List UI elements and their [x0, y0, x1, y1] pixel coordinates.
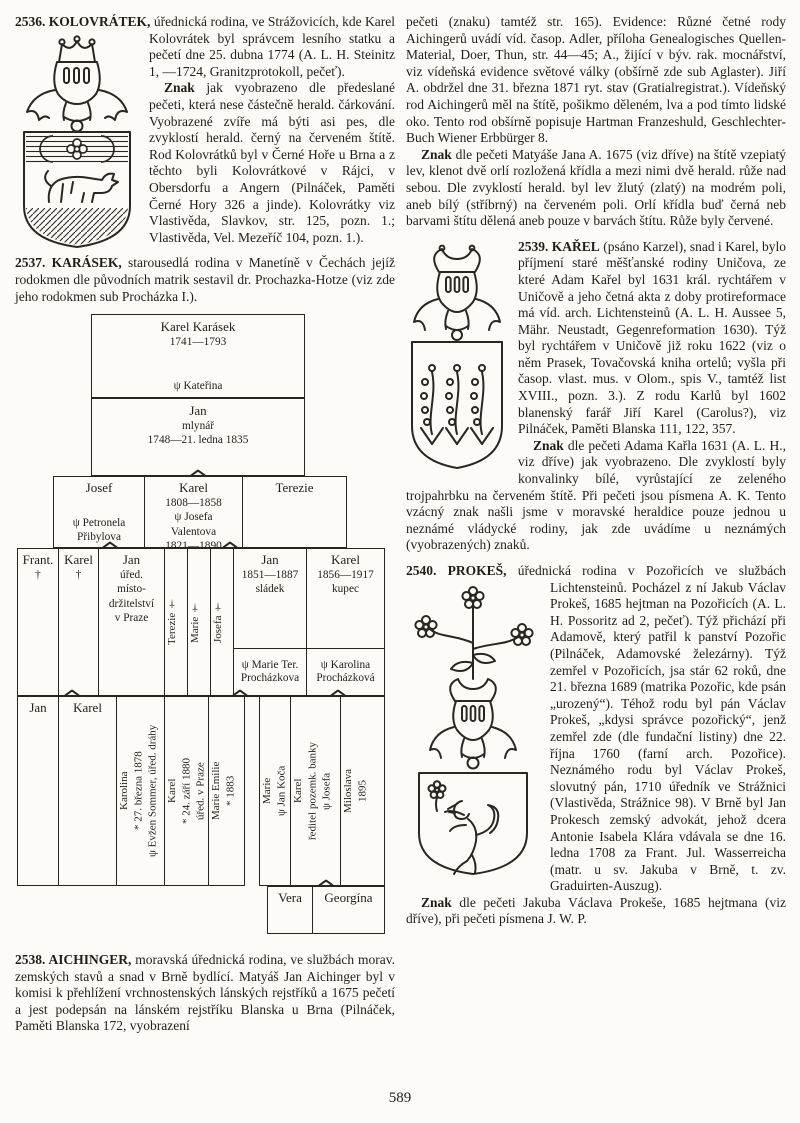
person-occupation: úřed. — [120, 569, 143, 582]
entry-2540-prokes — [406, 563, 786, 928]
tree-gen2-jan — [91, 398, 305, 476]
person-dates: * 1883 — [224, 775, 237, 807]
tree-cell-karel-1880 — [165, 696, 209, 886]
person-spouse: ψ Evžen Sommer, úřed. dráhy — [146, 724, 159, 858]
person-dates: 1808—1858 — [165, 497, 222, 510]
entry-2538-text: moravská úřednická rodina, ve službách morav. zemských stavů a snad v Brně bydlící. Matyáš Jan Aichinger byl v komisi k přehlížení vrchnostenských lánských rejstříků a 1675 pečetí a jest podepsán na lánském rejstříku Blanska u Brna (Pilnáček, Paměti Blanska 172, vyobrazení — [15, 952, 396, 1034]
person-spouse: ψ Kateřina — [173, 379, 223, 392]
entry-2537-karasek — [15, 255, 395, 305]
tree-cell-josefa-died — [211, 548, 234, 696]
shield-rosette — [429, 781, 446, 811]
person-name: Marie Emilie — [210, 761, 222, 821]
entry-2538-aichinger — [15, 952, 395, 1035]
tree-cell-terezie — [243, 476, 347, 548]
tree-cell-karolina — [117, 696, 165, 886]
person-spouse: ψ Petronela — [72, 516, 126, 529]
person-spouse: ψ Karolina — [320, 658, 371, 671]
person-name: Jan — [261, 552, 279, 568]
entry-2536-heading: 2536. KOLOVRÁTEK, — [15, 14, 151, 29]
person-name: Terezie † — [166, 598, 178, 646]
person-spouse: ψ Marie Ter. — [241, 658, 299, 671]
entry-2539-karel — [406, 239, 786, 554]
entry-2539-intro-start: (psáno Karzel), snad i Karel, bylo — [599, 238, 787, 254]
person-name: Jan — [29, 700, 47, 716]
entry-2540-intro-start: úřednická rodina v Pozořicích ve — [506, 563, 728, 578]
person-occupation: sládek — [255, 583, 285, 596]
tree-gen4-row — [17, 548, 385, 696]
entry-2538-continuation — [406, 14, 786, 230]
entry-2537-heading: 2537. KARÁSEK, — [15, 255, 122, 271]
tree-gen6-row — [267, 886, 385, 934]
person-dates: 1856—1917 — [317, 569, 374, 582]
person-name: Karel — [64, 552, 93, 568]
rosette-right — [511, 624, 532, 645]
lineage-caret — [103, 541, 117, 549]
entry-2537-text: starousedlá rodina v Manetíně v Čechách jejíž rodokmen dle původních matrik sestavil dr. Prochazka-Hotze (viz zde jeho rodokmen sub Procházka I.). — [15, 255, 395, 304]
person-spouse: Valentova — [170, 525, 217, 538]
person-dates: 1851—1887 — [241, 569, 299, 582]
person-name: Karel — [292, 778, 304, 804]
person-dates: * 24. září 1880 — [180, 758, 193, 825]
prokes-coat-of-arms-illustration — [406, 583, 540, 879]
person-occupation: v Praze — [114, 611, 149, 624]
tree-cell-karel-1808 — [145, 476, 243, 552]
tree-cell-josef — [53, 476, 145, 548]
left-column — [15, 14, 395, 1044]
person-occupation: místo- — [117, 583, 146, 596]
person-name: Frant. — [22, 552, 54, 568]
person-occupation: mlynář — [182, 420, 214, 433]
tree-gen5-row — [17, 696, 385, 886]
page-number: 589 — [388, 1090, 412, 1106]
lineage-caret — [331, 689, 345, 697]
entry-2538-cont-text: pečeti (znaku) tamtéž str. 165). Evidence: Různé četné rody Aichingerů uvádí víd. časop. Adler, příloha Genealogisches Quellen-Material, Doer, Thun, str. 44—45; A., žijící v býv. rak. mocnářství, viz vídeňská evidence světové války (obšírně zde sub Aglaster). Jiří A. obdržel dne 31. března 1871 ryt. stav (Gratialregistrat.). Vídeňský rod Aichingerů měl na štítě, pošikmo děleném, lva a pod tímto lidské oko. Tento rod obšírně popisuje Hartman Franzeshuld, Geschlechter-Buch Wiener Erbbürger 8. — [406, 14, 786, 146]
person-dates: 1741—1793 — [169, 336, 227, 349]
entry-2536-intro-rest: kde Karel Kolovrátek byl správcem lesního statku a pečetí dne 25. dubna 1774 (A. L. H. Steinitz 1, —1724, Granitzprotokoll, pečeť). — [149, 14, 395, 79]
person-spouse: ψ Josefa — [174, 511, 213, 524]
person-dates: 1748—21. ledna 1835 — [147, 434, 249, 447]
tree-cell-karel-g5 — [59, 696, 117, 886]
person-name: Jan — [122, 552, 141, 568]
person-spouse: Procházková — [316, 672, 375, 685]
rampant-lion — [445, 801, 498, 874]
died-mark: † — [35, 569, 41, 582]
person-occupation: úřed. v Praze — [194, 762, 207, 820]
entry-2540-heading: 2540. PROKEŠ, — [406, 563, 507, 578]
died-mark: † — [75, 569, 82, 582]
entry-2536-kolovratek — [15, 14, 395, 246]
tree-cell-karel-died — [59, 548, 99, 696]
person-name: Miloslava — [342, 769, 354, 814]
entry-2538-heading: 2538. AICHINGER, — [15, 952, 132, 968]
tree-cell-karel-reditel — [291, 696, 341, 886]
entry-2540-znak-text: dle pečeti Jakuba Václava Prokeše, 1685 hejtmana (viz dříve), při pečeti písmena J. W. P. — [406, 894, 786, 927]
person-occupation: držitelství — [108, 597, 155, 610]
tree-cell-frant — [17, 548, 59, 696]
person-name: Terezie — [275, 480, 314, 496]
tree-cell-terezie-died — [165, 548, 188, 696]
kolovratek-coat-of-arms-illustration — [15, 34, 139, 250]
tree-gen1-karel-karasek — [91, 314, 305, 398]
right-column — [406, 14, 786, 937]
znak-label: Znak — [421, 146, 452, 162]
person-name: Karolina — [118, 771, 130, 811]
person-spouse: Procházkova — [240, 672, 300, 685]
tree-cell-jan-sladek — [234, 548, 307, 696]
person-name: Marie — [261, 777, 273, 805]
lineage-caret — [233, 689, 247, 697]
tree-cell-karel-kupec — [307, 548, 385, 696]
tree-cell-georgina — [313, 886, 385, 934]
znak-label: Znak — [421, 894, 452, 910]
tree-gen3-row — [53, 476, 347, 552]
entry-2538-znak-paragraph — [406, 147, 786, 230]
person-spouse: ψ Jan Koča — [275, 765, 288, 817]
person-occupation: ředitel pozemk. banky — [306, 742, 319, 841]
rosette-top — [462, 587, 483, 608]
person-name: Karel — [331, 552, 360, 568]
tree-cell-marie-died — [188, 548, 211, 696]
lineage-caret — [223, 541, 237, 549]
tree-cell-vera — [267, 886, 313, 934]
karel-coat-of-arms-illustration — [406, 242, 508, 474]
person-name: Karel — [73, 700, 102, 716]
tree-gap — [245, 696, 259, 886]
tree-cell-miloslava — [341, 696, 385, 886]
entry-2538-znak-text: dle pečeti Matyáše Jana A. 1675 (viz dříve) na štítě vzepiatý lev, klenot dvě orlí rozložená křídla a mezi nimi dvě herald. růže nad sebou. Dle zvyklostí herald. byl lev žlutý (zlatý) na modrém poli, aneb bílý (stříbrný) na červeném poli. Orlí křídla buď černá neb barvami štítu dělená aneb pouze v barvách štítu. Růže byly červené. — [406, 146, 786, 229]
person-name: Josef — [85, 480, 113, 496]
person-occupation: kupec — [332, 583, 359, 596]
entry-2540-intro-rest: službách Lichtensteinů. Pocházel z ní Jakub Václav Prokeš, 1685 hejtman na Pozořicích (A. L. H. Possoritz ad 2, pečeť). Týž přichází při Adamově, který patřil k panství Pozořic (Pilnáček, Adamovské železárny). Týž zemřel v Pozořicích, jsa stár 62 roků, dne 21. března 1689 (matrika Pozořic, kde psán „urozený“). Téhož rodu byl pán Václav Prokeš, „kdysi správce pozořický“, jenž zemřel zde (dle fundační listiny) dne 22. října 1760 (farní arch. Pozořice). Neznámého rodu byl Václav Prokeš, slovutný pán, 1710 úředník ve Strážnici (Vlastivěda, Strážnice 98). V Brně byl Jan Prokesch zemský advokát, jehož dcera Antonie Isabela Klára vdávala se dne 16. ledna 1708 za Frant. Jul. Wasserreicha (matr. u sv. Jakuba v Brně, t. zv. Graduirten-Auszug). — [550, 563, 787, 894]
entry-2536-intro-start: úřednická rodina, ve Strážovicích, — [150, 14, 339, 29]
spouse-band — [307, 648, 384, 695]
person-dates: 1895 — [356, 780, 369, 803]
znak-label: Znak — [164, 80, 195, 96]
person-name: Vera — [278, 890, 302, 906]
person-name: Karel — [166, 778, 178, 804]
lineage-caret — [319, 879, 333, 887]
person-spouse: ψ Josefa — [320, 772, 333, 810]
person-name: Karel Karásek — [160, 319, 236, 335]
person-name: Josefa † — [212, 600, 224, 644]
rosette-left — [415, 616, 436, 637]
person-name: Marie † — [189, 601, 201, 643]
lineage-caret — [191, 469, 205, 477]
person-name: Karel — [179, 480, 208, 496]
karasek-family-tree — [15, 314, 387, 942]
entry-2539-intro-rest: příjmení staré měšťanské rodiny Uničova, ze které Adam Kařel byl 1631 král. rychtářem v Uničově a jeho četná akta z doby protireformace má víd. arch. Lichtensteinů (A. L. H. Aussee 5, Mähr. Neustadt, Gegenreformation 1630). Týž byl rychtářem v Uničově již roku 1622 (viz o něm Prasek, Tovačovská kniha ortelů; vyšla při časop. vlast. mus. v Olom., spis V., tamtéž list XVIII., pozn. 3.). Z rodu Karlů byl 1602 blanenský farář Jiří Karel (Carolus?), viz Pilnáček, Paměti Blanska 111, 122, 357. — [518, 255, 786, 437]
tree-cell-jan-g5 — [17, 696, 59, 886]
entry-2539-heading: 2539. KAŘEL — [518, 238, 600, 254]
tree-cell-marie-koca — [259, 696, 291, 886]
lineage-caret — [65, 689, 79, 697]
entry-2539-znak-text: dle pečeti Adama Kařla 1631 (A. L. H., viz dříve) jak vyobrazeno. Dle zvyklostí byly konvalinky bílé, vyrůstající ze zeleného trojpahrbku na červeném štítě. Při pečeti jsou písmena A. K. Tento vzácný znak našli jsme v moravské heraldice pouze jednou u neznámé vládycké rodiny, jak zde uvádíme u neznámých (vyobrazených) znaků. — [406, 437, 786, 553]
tree-cell-jan-ured — [99, 548, 165, 696]
spouse-dates: 1821—1890 — [165, 539, 222, 552]
person-dates: * 27. března 1878 — [132, 751, 145, 831]
person-name: Georgína — [324, 890, 373, 906]
entry-2540-znak-paragraph — [406, 895, 786, 928]
person-name: Jan — [189, 403, 207, 419]
znak-label: Znak — [533, 437, 564, 453]
person-spouse: Přibylova — [77, 530, 121, 543]
spouse-band — [234, 648, 306, 695]
entry-2536-znak-text: jak vyobrazeno dle předeslané pečeti, která nese částečně herald. čárkování. Vyobrazené zvíře má býti asi pes, dle zvyklostí herald. černý na červeném štítě. Rod Kolovrátků byl v Černé Hoře u Brna a z těchto byli Kolovrátkové v Rájci, v Obersdorfu a Angern (Pilnáček, Paměti Černé Hory 326 a jinde). Kolovrátky viz Vlastivěda, Slavkov, str. 125, pozn. 1.; Vlastivěda, Vel. Mezeříč 104, pozn. 1.). — [149, 80, 395, 245]
tree-cell-marie-emilie — [209, 696, 245, 886]
